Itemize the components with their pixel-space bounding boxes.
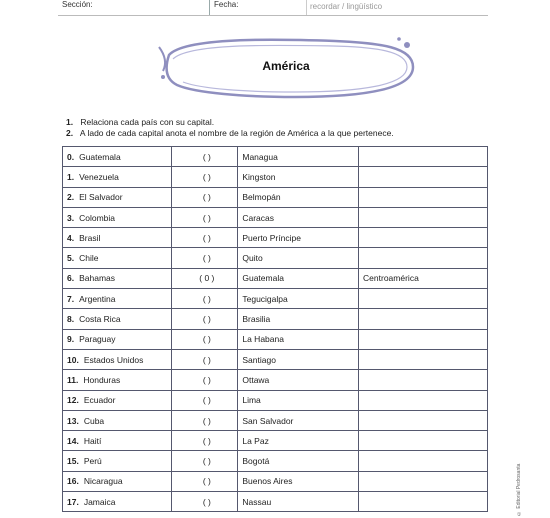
region-blank[interactable] [359, 431, 488, 451]
country-name: Estados Unidos [83, 354, 144, 365]
answer-blank[interactable]: ( ) [172, 289, 238, 309]
table-row [63, 167, 488, 187]
table-row [63, 309, 488, 329]
table-row [63, 390, 488, 410]
country-name: Nicaragua [83, 476, 123, 487]
answer-blank[interactable]: ( ) [172, 309, 238, 329]
answer-blank[interactable]: ( ) [172, 431, 238, 451]
table-row [63, 349, 488, 369]
region-blank[interactable] [359, 370, 488, 390]
answer-blank[interactable]: ( ) [172, 187, 238, 207]
capital-name: Tegucigalpa [238, 289, 359, 309]
row-number: 17. [67, 496, 79, 507]
page-title: América [262, 59, 310, 73]
country-cell [63, 147, 172, 167]
row-number: 8. [67, 314, 75, 325]
answer-blank[interactable]: ( ) [172, 248, 238, 268]
country-name: Honduras [83, 374, 121, 385]
country-cell [63, 248, 172, 268]
answer-blank[interactable]: ( ) [172, 167, 238, 187]
country-name: Perú [83, 456, 102, 467]
capital-name: Guatemala [238, 268, 359, 288]
region-blank[interactable] [359, 492, 488, 512]
capital-name: Managua [238, 147, 359, 167]
fecha-label: Fecha: [214, 0, 239, 9]
row-number: 7. [67, 293, 75, 304]
answer-blank[interactable]: ( ) [172, 471, 238, 491]
country-cell [63, 410, 172, 430]
region-blank[interactable] [359, 410, 488, 430]
country-cell [63, 431, 172, 451]
country-name: Cuba [83, 415, 105, 426]
header-divider [209, 0, 210, 15]
answer-blank[interactable]: ( 0 ) [172, 268, 238, 288]
country-name: Brasil [79, 232, 101, 243]
country-name: Venezuela [79, 171, 119, 182]
table-row [63, 370, 488, 390]
answer-blank[interactable]: ( ) [172, 349, 238, 369]
table-row [63, 329, 488, 349]
row-number: 4. [67, 232, 75, 243]
answer-blank[interactable]: ( ) [172, 228, 238, 248]
capital-name: Lima [238, 390, 359, 410]
country-cell [63, 228, 172, 248]
capital-name: Ottawa [238, 370, 359, 390]
region-blank[interactable] [359, 187, 488, 207]
country-cell [63, 167, 172, 187]
copyright-text: © Editorial Pedrosanta [516, 463, 522, 516]
table-row [63, 289, 488, 309]
instruction-number: 1. [66, 117, 74, 127]
capital-name: San Salvador [238, 410, 359, 430]
row-number: 15. [67, 456, 79, 467]
country-cell [63, 309, 172, 329]
country-cell [63, 471, 172, 491]
row-number: 11. [67, 374, 79, 385]
table-row [63, 451, 488, 471]
instruction-text: Relaciona cada país con su capital. [80, 117, 215, 127]
region-blank[interactable] [359, 248, 488, 268]
region-blank[interactable] [359, 167, 488, 187]
region-blank[interactable] [359, 329, 488, 349]
table-row [63, 492, 488, 512]
answer-blank[interactable]: ( ) [172, 207, 238, 227]
instruction-2 [66, 128, 394, 138]
country-cell [63, 390, 172, 410]
seccion-label: Sección: [62, 0, 93, 9]
country-cell [63, 451, 172, 471]
country-name: Argentina [79, 293, 116, 304]
country-name: Haití [83, 435, 102, 446]
region-blank[interactable]: Centroamérica [359, 268, 488, 288]
answer-blank[interactable]: ( ) [172, 147, 238, 167]
country-cell [63, 492, 172, 512]
region-blank[interactable] [359, 147, 488, 167]
country-name: Guatemala [79, 151, 121, 162]
table-row [63, 431, 488, 451]
table-row [63, 268, 488, 288]
capital-name: La Habana [238, 329, 359, 349]
capital-name: Kingston [238, 167, 359, 187]
region-blank[interactable] [359, 451, 488, 471]
row-number: 13. [67, 415, 79, 426]
answer-blank[interactable]: ( ) [172, 451, 238, 471]
header-bar [0, 0, 550, 14]
skill-label: recordar / lingüístico [310, 2, 383, 11]
capital-name: Buenos Aires [238, 471, 359, 491]
capital-name: Caracas [238, 207, 359, 227]
country-cell [63, 187, 172, 207]
instruction-text: A lado de cada capital anota el nombre de la región de América a la que pertenece. [79, 128, 394, 138]
country-name: Bahamas [79, 273, 116, 284]
row-number: 2. [67, 192, 75, 203]
table-row [63, 207, 488, 227]
region-blank[interactable] [359, 289, 488, 309]
country-name: Colombia [79, 212, 115, 223]
table-row [63, 410, 488, 430]
region-blank[interactable] [359, 390, 488, 410]
row-number: 9. [67, 334, 75, 345]
capital-name: Belmopán [238, 187, 359, 207]
country-name: Paraguay [79, 334, 116, 345]
country-cell [63, 289, 172, 309]
capital-name: Santiago [238, 349, 359, 369]
capital-name: Brasilia [238, 309, 359, 329]
answer-blank[interactable]: ( ) [172, 492, 238, 512]
region-blank[interactable] [359, 349, 488, 369]
row-number: 1. [67, 171, 75, 182]
matching-table [62, 146, 488, 512]
answer-blank[interactable]: ( ) [172, 410, 238, 430]
country-cell [63, 268, 172, 288]
country-name: Jamaica [83, 496, 116, 507]
capital-name: Puerto Príncipe [238, 228, 359, 248]
country-cell [63, 329, 172, 349]
instruction-1 [66, 117, 214, 127]
row-number: 5. [67, 253, 75, 264]
region-blank[interactable] [359, 309, 488, 329]
row-number: 10. [67, 354, 79, 365]
country-cell [63, 349, 172, 369]
region-blank[interactable] [359, 228, 488, 248]
row-number: 14. [67, 435, 79, 446]
row-number: 16. [67, 476, 79, 487]
table-row [63, 187, 488, 207]
answer-blank[interactable]: ( ) [172, 329, 238, 349]
country-name: El Salvador [79, 192, 123, 203]
country-name: Ecuador [83, 395, 116, 406]
capital-name: Bogotá [238, 451, 359, 471]
instruction-number: 2. [66, 128, 74, 138]
region-blank[interactable] [359, 471, 488, 491]
table-row [63, 471, 488, 491]
row-number: 12. [67, 395, 79, 406]
capital-name: La Paz [238, 431, 359, 451]
header-underline [58, 15, 488, 16]
country-cell [63, 207, 172, 227]
country-name: Chile [79, 253, 99, 264]
row-number: 6. [67, 273, 75, 284]
capital-name: Quito [238, 248, 359, 268]
answer-blank[interactable]: ( ) [172, 370, 238, 390]
row-number: 3. [67, 212, 75, 223]
answer-blank[interactable]: ( ) [172, 390, 238, 410]
table-row [63, 147, 488, 167]
header-divider-2 [306, 0, 307, 15]
region-blank[interactable] [359, 207, 488, 227]
capital-name: Nassau [238, 492, 359, 512]
country-name: Costa Rica [79, 314, 121, 325]
row-number: 0. [67, 151, 75, 162]
table-row [63, 228, 488, 248]
country-cell [63, 370, 172, 390]
table-row [63, 248, 488, 268]
